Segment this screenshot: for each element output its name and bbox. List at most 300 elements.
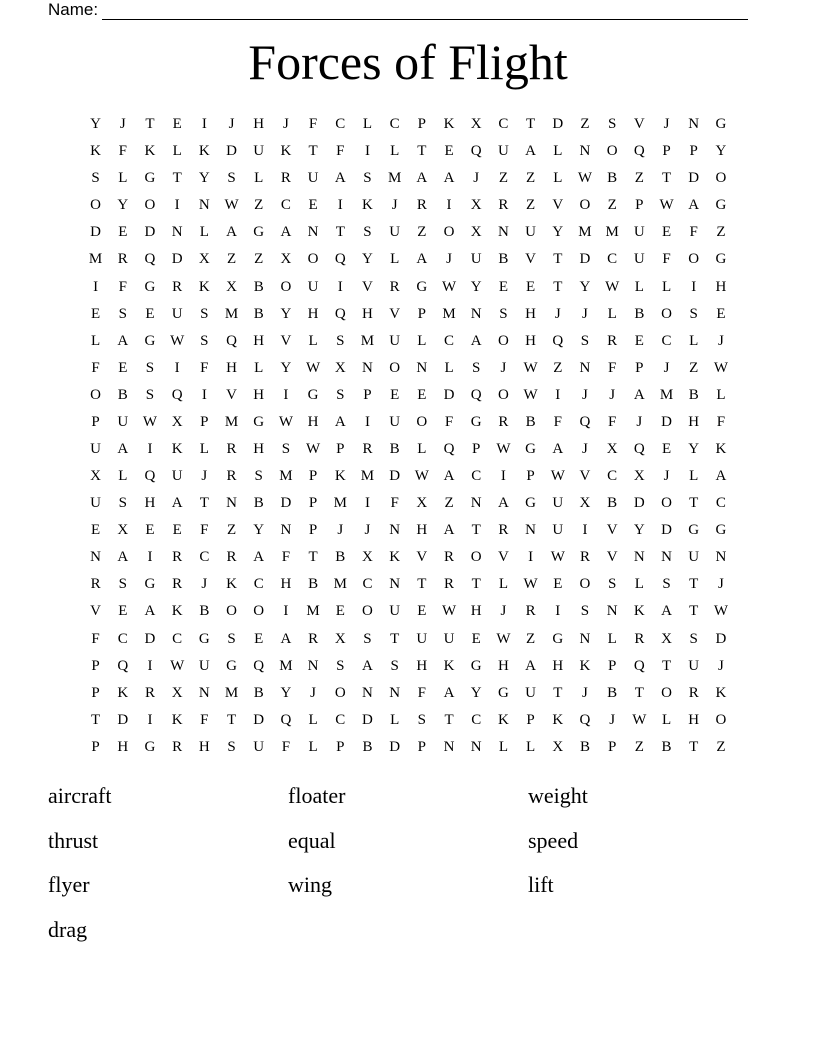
grid-letter: V xyxy=(362,278,373,295)
grid-letter: W xyxy=(550,549,565,566)
grid-letter: F xyxy=(118,143,127,160)
grid-letter: B xyxy=(688,386,699,403)
grid-letter: E xyxy=(145,305,155,322)
grid-letter: F xyxy=(417,684,427,701)
grid-letter: C xyxy=(607,468,618,485)
grid-letter: P xyxy=(635,359,644,376)
grid-letter: N xyxy=(443,738,455,755)
grid-letter: P xyxy=(91,738,100,755)
grid-letter: O xyxy=(443,224,455,241)
grid-letter: P xyxy=(417,738,427,755)
grid-letter: T xyxy=(471,576,481,593)
grid-letter: T xyxy=(226,711,237,728)
grid-letter: P xyxy=(662,143,671,160)
grid-letter: U xyxy=(171,468,183,485)
grid-letter: P xyxy=(472,440,481,457)
grid-letter: E xyxy=(254,630,264,647)
grid-letter: U xyxy=(389,603,401,620)
grid-letter: R xyxy=(280,170,291,187)
grid-letter: N xyxy=(470,495,482,512)
grid-letter: B xyxy=(308,576,319,593)
grid-letter: I xyxy=(147,549,153,566)
grid-letter: E xyxy=(335,603,345,620)
grid-letter: N xyxy=(389,522,401,539)
grid-letter: K xyxy=(362,197,373,214)
grid-letter: F xyxy=(281,738,291,755)
grid-letter: W xyxy=(170,657,185,674)
grid-letter: O xyxy=(579,197,591,214)
grid-letter: R xyxy=(172,549,183,566)
word-list-item: weight xyxy=(528,783,588,808)
grid-letter: D xyxy=(661,413,672,430)
grid-letter: H xyxy=(688,413,700,430)
grid-letter: T xyxy=(471,522,481,539)
grid-letter: G xyxy=(525,440,537,457)
grid-letter: N xyxy=(198,684,210,701)
grid-letter: T xyxy=(145,116,155,133)
grid-letter: M xyxy=(306,603,320,620)
grid-letter: Q xyxy=(633,657,645,674)
grid-letter: X xyxy=(552,738,564,755)
grid-letter: L xyxy=(91,332,101,349)
grid-letter: T xyxy=(689,738,699,755)
grid-letter: K xyxy=(144,143,156,160)
grid-letter: H xyxy=(552,657,564,674)
grid-letter: Z xyxy=(226,251,237,268)
grid-letter: Y xyxy=(552,224,564,241)
grid-letter: P xyxy=(91,413,100,430)
grid-letter: W xyxy=(441,278,457,295)
grid-letter: R xyxy=(688,684,699,701)
grid-letter: I xyxy=(174,197,180,214)
grid-letter: H xyxy=(198,738,210,755)
grid-letter: O xyxy=(715,170,727,187)
grid-letter: K xyxy=(334,468,346,485)
grid-letter: A xyxy=(171,495,183,512)
grid-letter: Z xyxy=(689,359,699,376)
grid-letter: R xyxy=(444,549,455,566)
grid-letter: W xyxy=(523,359,538,376)
grid-letter: F xyxy=(444,413,454,430)
grid-letter: Q xyxy=(334,305,346,322)
grid-letter: A xyxy=(416,251,428,268)
grid-letter: X xyxy=(334,359,346,376)
grid-letter: W xyxy=(414,468,429,485)
grid-letter: D xyxy=(579,251,591,268)
grid-letter: H xyxy=(280,576,292,593)
grid-letter: R xyxy=(362,440,373,457)
grid-letter: X xyxy=(579,495,591,512)
grid-letter: J xyxy=(636,413,643,430)
grid-letter: U xyxy=(525,684,537,701)
grid-letter: G xyxy=(144,332,156,349)
grid-letter: M xyxy=(360,468,375,485)
grid-letter: C xyxy=(280,197,291,214)
grid-letter: G xyxy=(715,251,727,268)
grid-letter: P xyxy=(308,522,318,539)
grid-letter: P xyxy=(336,440,345,457)
grid-letter: R xyxy=(498,197,509,214)
grid-letter: O xyxy=(606,143,618,160)
grid-letter: N xyxy=(497,224,509,241)
grid-letter: G xyxy=(253,224,265,241)
grid-letter: S xyxy=(336,386,345,403)
grid-letter: R xyxy=(579,549,590,566)
grid-letter: K xyxy=(497,711,509,728)
grid-letter: U xyxy=(416,630,428,647)
grid-letter: T xyxy=(172,170,182,187)
grid-letter: P xyxy=(417,305,427,322)
grid-letter: N xyxy=(226,495,237,512)
name-field xyxy=(48,0,748,20)
grid-letter: A xyxy=(280,224,292,241)
grid-letter: E xyxy=(498,278,508,295)
grid-letter: Q xyxy=(633,440,645,457)
grid-letter: D xyxy=(226,143,237,160)
grid-letter: H xyxy=(416,657,428,674)
grid-letter: B xyxy=(634,305,645,322)
grid-letter: R xyxy=(226,549,237,566)
grid-letter: H xyxy=(253,116,265,133)
grid-letter: Y xyxy=(470,684,482,701)
grid-letter: A xyxy=(226,224,237,241)
grid-letter: I xyxy=(147,440,153,457)
grid-letter: J xyxy=(500,603,507,620)
grid-letter: F xyxy=(91,630,100,647)
grid-letter: U xyxy=(525,224,537,241)
grid-letter: U xyxy=(90,440,102,457)
grid-letter: B xyxy=(525,413,536,430)
grid-letter: H xyxy=(226,359,237,376)
grid-letter: P xyxy=(363,386,372,403)
grid-letter: D xyxy=(661,522,672,539)
word-list-item: aircraft xyxy=(48,783,112,808)
grid-letter: G xyxy=(688,522,700,539)
grid-letter: K xyxy=(198,143,210,160)
grid-letter: U xyxy=(389,332,401,349)
grid-letter: Z xyxy=(526,170,536,187)
grid-letter: D xyxy=(688,170,700,187)
grid-letter: F xyxy=(200,522,209,539)
grid-letter: G xyxy=(226,657,237,674)
grid-letter: J xyxy=(473,170,480,187)
grid-letter: W xyxy=(550,468,565,485)
grid-letter: J xyxy=(663,116,670,133)
grid-letter: K xyxy=(552,711,564,728)
grid-letter: N xyxy=(362,684,373,701)
grid-letter: U xyxy=(171,305,183,322)
grid-letter: K xyxy=(715,440,727,457)
word-list-item: speed xyxy=(528,827,579,853)
grid-letter: A xyxy=(443,170,455,187)
grid-letter: O xyxy=(280,278,292,295)
grid-letter: Q xyxy=(552,332,564,349)
grid-letter: F xyxy=(200,359,209,376)
grid-letter: P xyxy=(308,468,318,485)
grid-letter: V xyxy=(280,332,292,349)
grid-letter: N xyxy=(470,738,482,755)
grid-letter: O xyxy=(226,603,237,620)
grid-letter: R xyxy=(172,738,183,755)
grid-letter: S xyxy=(336,332,345,349)
grid-letter: Z xyxy=(444,495,454,512)
grid-letter: K xyxy=(171,711,183,728)
grid-letter: B xyxy=(117,386,128,403)
grid-letter: M xyxy=(333,495,347,512)
grid-letter: D xyxy=(171,251,183,268)
grid-letter: L xyxy=(118,170,128,187)
grid-letter: U xyxy=(552,495,564,512)
grid-letter: B xyxy=(607,684,618,701)
grid-letter: Z xyxy=(417,224,427,241)
grid-letter: A xyxy=(525,657,537,674)
grid-letter: N xyxy=(661,549,672,566)
grid-letter: T xyxy=(553,251,563,268)
grid-letter: N xyxy=(579,359,591,376)
grid-letter: L xyxy=(526,738,536,755)
grid-letter: T xyxy=(444,711,454,728)
grid-letter: X xyxy=(226,278,237,295)
grid-letter: Q xyxy=(144,468,156,485)
grid-letter: A xyxy=(117,440,129,457)
grid-letter: S xyxy=(336,657,345,674)
grid-letter: Z xyxy=(526,630,536,647)
grid-letter: K xyxy=(443,657,455,674)
grid-letter: W xyxy=(142,413,158,430)
grid-letter: D xyxy=(253,711,265,728)
grid-letter: I xyxy=(364,143,370,160)
grid-letter: U xyxy=(198,657,210,674)
grid-letter: J xyxy=(364,522,371,539)
grid-letter: M xyxy=(224,684,239,701)
grid-letter: J xyxy=(554,305,561,322)
grid-letter: T xyxy=(661,170,672,187)
grid-letter: W xyxy=(713,359,728,376)
grid-letter: I xyxy=(147,657,153,674)
grid-letter: D xyxy=(389,738,401,755)
grid-letter: Y xyxy=(117,197,129,214)
letter-grid xyxy=(82,111,735,761)
grid-letter: V xyxy=(525,251,537,268)
grid-letter: H xyxy=(253,332,265,349)
grid-letter: G xyxy=(416,278,428,295)
grid-letter: B xyxy=(253,278,264,295)
grid-letter: R xyxy=(172,278,183,295)
grid-letter: A xyxy=(416,170,428,187)
grid-letter: O xyxy=(497,386,509,403)
grid-letter: A xyxy=(117,332,129,349)
grid-letter: S xyxy=(254,468,263,485)
grid-letter: R xyxy=(389,278,400,295)
grid-letter: O xyxy=(661,684,672,701)
grid-letter: F xyxy=(91,359,100,376)
grid-letter: W xyxy=(306,440,321,457)
grid-letter: C xyxy=(715,495,726,512)
grid-letter: K xyxy=(226,576,237,593)
grid-letter: V xyxy=(226,386,237,403)
grid-letter: J xyxy=(717,657,724,674)
word-list-item: equal xyxy=(288,827,336,853)
grid-letter: P xyxy=(91,684,100,701)
grid-letter: C xyxy=(253,576,264,593)
grid-letter: E xyxy=(91,522,101,539)
grid-letter: K xyxy=(198,278,210,295)
grid-letter: E xyxy=(526,278,536,295)
grid-letter: L xyxy=(498,738,508,755)
grid-letter: Z xyxy=(553,359,563,376)
grid-letter: W xyxy=(605,278,620,295)
grid-letter: M xyxy=(224,413,239,430)
grid-letter: L xyxy=(118,468,128,485)
grid-letter: H xyxy=(497,657,509,674)
grid-letter: L xyxy=(607,305,617,322)
grid-letter: S xyxy=(607,116,617,133)
grid-letter: Z xyxy=(716,738,726,755)
grid-letter: U xyxy=(389,224,401,241)
grid-letter: Y xyxy=(715,143,727,160)
grid-letter: H xyxy=(307,305,319,322)
grid-letter: J xyxy=(310,684,317,701)
grid-letter: I xyxy=(174,359,180,376)
grid-letter: S xyxy=(281,440,291,457)
grid-letter: M xyxy=(659,386,674,403)
grid-letter: Q xyxy=(253,657,265,674)
grid-letter: L xyxy=(444,359,454,376)
grid-letter: R xyxy=(144,684,155,701)
grid-letter: G xyxy=(144,170,156,187)
grid-letter: P xyxy=(607,738,617,755)
grid-letter: R xyxy=(444,576,455,593)
grid-letter: F xyxy=(200,711,209,728)
grid-letter: U xyxy=(497,143,509,160)
grid-letter: V xyxy=(90,603,102,620)
grid-letter: F xyxy=(390,495,399,512)
grid-letter: J xyxy=(228,116,235,133)
grid-letter: J xyxy=(582,386,588,403)
grid-letter: J xyxy=(391,197,398,214)
grid-letter: T xyxy=(390,630,400,647)
grid-letter: W xyxy=(659,197,674,214)
grid-letter: E xyxy=(118,603,128,620)
grid-letter: U xyxy=(443,630,455,647)
grid-letter: R xyxy=(172,576,183,593)
grid-letter: K xyxy=(633,603,645,620)
grid-letter: U xyxy=(633,251,645,268)
grid-letter: L xyxy=(607,630,617,647)
grid-letter: N xyxy=(280,522,292,539)
grid-letter: U xyxy=(253,738,265,755)
grid-letter: Y xyxy=(280,305,292,322)
grid-letter: E xyxy=(308,197,318,214)
grid-letter: E xyxy=(145,522,155,539)
grid-letter: Y xyxy=(280,359,292,376)
grid-letter: D xyxy=(144,630,156,647)
grid-letter: E xyxy=(390,386,400,403)
word-list xyxy=(48,778,768,956)
grid-letter: Z xyxy=(634,738,644,755)
grid-letter: G xyxy=(144,738,156,755)
grid-letter: A xyxy=(525,143,537,160)
grid-letter: S xyxy=(689,630,698,647)
grid-letter: T xyxy=(526,116,536,133)
grid-letter: U xyxy=(90,495,102,512)
grid-letter: H xyxy=(117,738,129,755)
grid-letter: M xyxy=(578,224,592,241)
grid-letter: D xyxy=(144,224,156,241)
grid-letter: W xyxy=(170,332,185,349)
grid-letter: L xyxy=(417,332,427,349)
grid-letter: A xyxy=(715,468,727,485)
grid-letter: G xyxy=(470,657,482,674)
grid-letter: Q xyxy=(334,251,346,268)
grid-letter: F xyxy=(662,251,671,268)
grid-letter: N xyxy=(416,359,428,376)
grid-letter: Q xyxy=(443,440,455,457)
grid-letter: W xyxy=(577,170,593,187)
grid-letter: F xyxy=(118,278,127,295)
grid-letter: M xyxy=(360,332,375,349)
grid-letter: Q xyxy=(579,711,591,728)
grid-letter: S xyxy=(200,305,209,322)
grid-letter: S xyxy=(607,576,617,593)
grid-letter: X xyxy=(171,684,183,701)
grid-letter: G xyxy=(198,630,210,647)
grid-letter: T xyxy=(199,495,209,512)
grid-letter: O xyxy=(497,332,509,349)
grid-letter: N xyxy=(579,143,591,160)
grid-letter: T xyxy=(634,684,644,701)
grid-letter: L xyxy=(390,143,400,160)
word-list-item: lift xyxy=(528,872,554,897)
grid-letter: J xyxy=(201,468,208,485)
grid-letter: O xyxy=(715,711,727,728)
grid-letter: U xyxy=(688,549,700,566)
grid-letter: S xyxy=(580,603,590,620)
grid-letter: D xyxy=(443,386,455,403)
grid-letter: G xyxy=(497,684,509,701)
grid-letter: W xyxy=(523,576,538,593)
grid-letter: A xyxy=(661,603,672,620)
grid-letter: V xyxy=(416,549,428,566)
grid-letter: C xyxy=(389,116,400,133)
grid-letter: X xyxy=(171,413,183,430)
grid-letter: T xyxy=(689,603,699,620)
grid-letter: B xyxy=(579,738,590,755)
grid-letter: U xyxy=(389,413,401,430)
grid-letter: L xyxy=(308,738,318,755)
grid-letter: I xyxy=(582,522,588,539)
grid-letter: C xyxy=(117,630,128,647)
grid-letter: H xyxy=(307,413,319,430)
grid-letter: S xyxy=(363,170,372,187)
grid-letter: Q xyxy=(226,332,237,349)
grid-letter: Z xyxy=(498,170,508,187)
grid-letter: R xyxy=(308,630,319,647)
grid-letter: J xyxy=(717,576,724,593)
grid-letter: F xyxy=(607,413,617,430)
grid-letter: X xyxy=(633,468,645,485)
grid-letter: K xyxy=(389,549,401,566)
grid-letter: N xyxy=(389,684,401,701)
grid-letter: T xyxy=(553,278,563,295)
grid-letter: G xyxy=(470,413,482,430)
grid-letter: J xyxy=(582,440,588,457)
grid-letter: C xyxy=(362,576,373,593)
grid-letter: O xyxy=(661,305,672,322)
grid-letter: S xyxy=(662,576,671,593)
grid-letter: P xyxy=(689,143,698,160)
grid-letter: X xyxy=(606,440,618,457)
